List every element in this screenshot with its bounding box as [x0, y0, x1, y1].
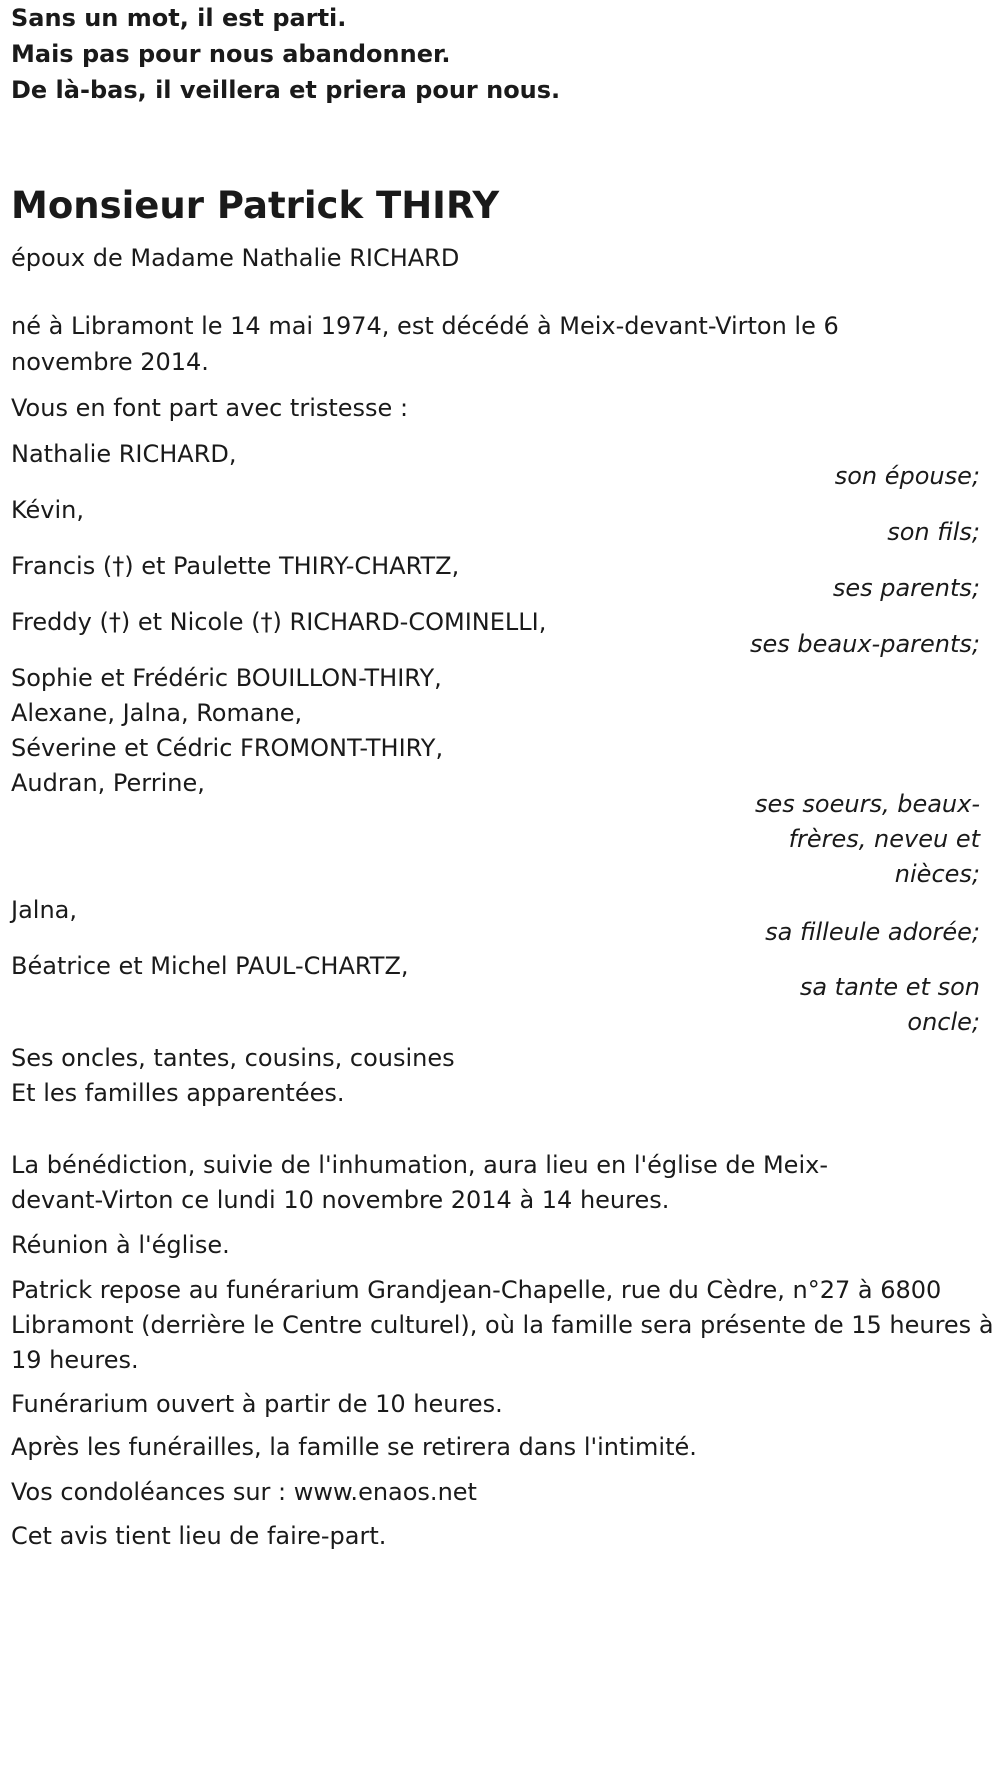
family-name: Béatrice et Michel PAUL-CHARTZ,	[11, 952, 409, 980]
poem-line: Mais pas pour nous abandonner.	[11, 40, 451, 68]
family-name: Audran, Perrine,	[11, 769, 205, 797]
family-name: Nathalie RICHARD,	[11, 440, 237, 468]
family-name: Alexane, Jalna, Romane,	[11, 699, 303, 727]
family-name: Kévin,	[11, 496, 85, 524]
extended-family-line: Ses oncles, tantes, cousins, cousines	[11, 1044, 455, 1072]
family-role: son fils;	[887, 518, 980, 546]
extended-family-line: Et les familles apparentées.	[11, 1079, 345, 1107]
opening-hours-text: Funérarium ouvert à partir de 10 heures.	[11, 1390, 503, 1418]
reunion-text: Réunion à l'église.	[11, 1231, 230, 1259]
funeral-home-text: Patrick repose au funérarium Grandjean-Chapelle, rue du Cèdre, n°27 à 6800 Libramont (derrière le Centre culturel), où la famille sera présente de 15 heures à 19 heures.	[11, 1276, 994, 1374]
spouse-line: époux de Madame Nathalie RICHARD	[11, 244, 460, 272]
family-role: ses beaux-parents;	[750, 630, 980, 658]
family-role: ses parents;	[832, 574, 980, 602]
family-name: Freddy (†) et Nicole (†) RICHARD-COMINELLI,	[11, 608, 547, 636]
poem-line: Sans un mot, il est parti.	[11, 4, 347, 32]
announcement: Vous en font part avec tristesse :	[11, 394, 409, 422]
family-name: Séverine et Cédric FROMONT-THIRY,	[11, 734, 444, 762]
family-name: Jalna,	[11, 896, 77, 924]
faire-part-notice: Cet avis tient lieu de faire-part.	[11, 1522, 387, 1550]
family-name: Sophie et Frédéric BOUILLON-THIRY,	[11, 664, 442, 692]
poem	[11, 0, 991, 108]
after-funeral-text: Après les funérailles, la famille se retirera dans l'intimité.	[11, 1433, 697, 1461]
ceremony-text: La bénédiction, suivie de l'inhumation, aura lieu en l'église de Meix-devant-Virton ce lundi 10 novembre 2014 à 14 heures.	[11, 1151, 828, 1214]
family-role: sa tante et son oncle;	[799, 973, 980, 1036]
family-role: son épouse;	[834, 462, 980, 490]
obituary-notice	[11, 0, 994, 1550]
condolences-text: Vos condoléances sur : www.enaos.net	[11, 1478, 477, 1506]
birth-death-text: né à Libramont le 14 mai 1974, est décédé à Meix-devant-Virton le 6 novembre 2014.	[11, 312, 839, 376]
family-name: Francis (†) et Paulette THIRY-CHARTZ,	[11, 552, 460, 580]
deceased-name: Monsieur Patrick THIRY	[11, 184, 500, 227]
poem-line: De là-bas, il veillera et priera pour nous.	[11, 76, 561, 104]
family-role: sa filleule adorée;	[765, 918, 980, 946]
family-role: ses soeurs, beaux-frères, neveu et nièces;	[755, 790, 980, 888]
